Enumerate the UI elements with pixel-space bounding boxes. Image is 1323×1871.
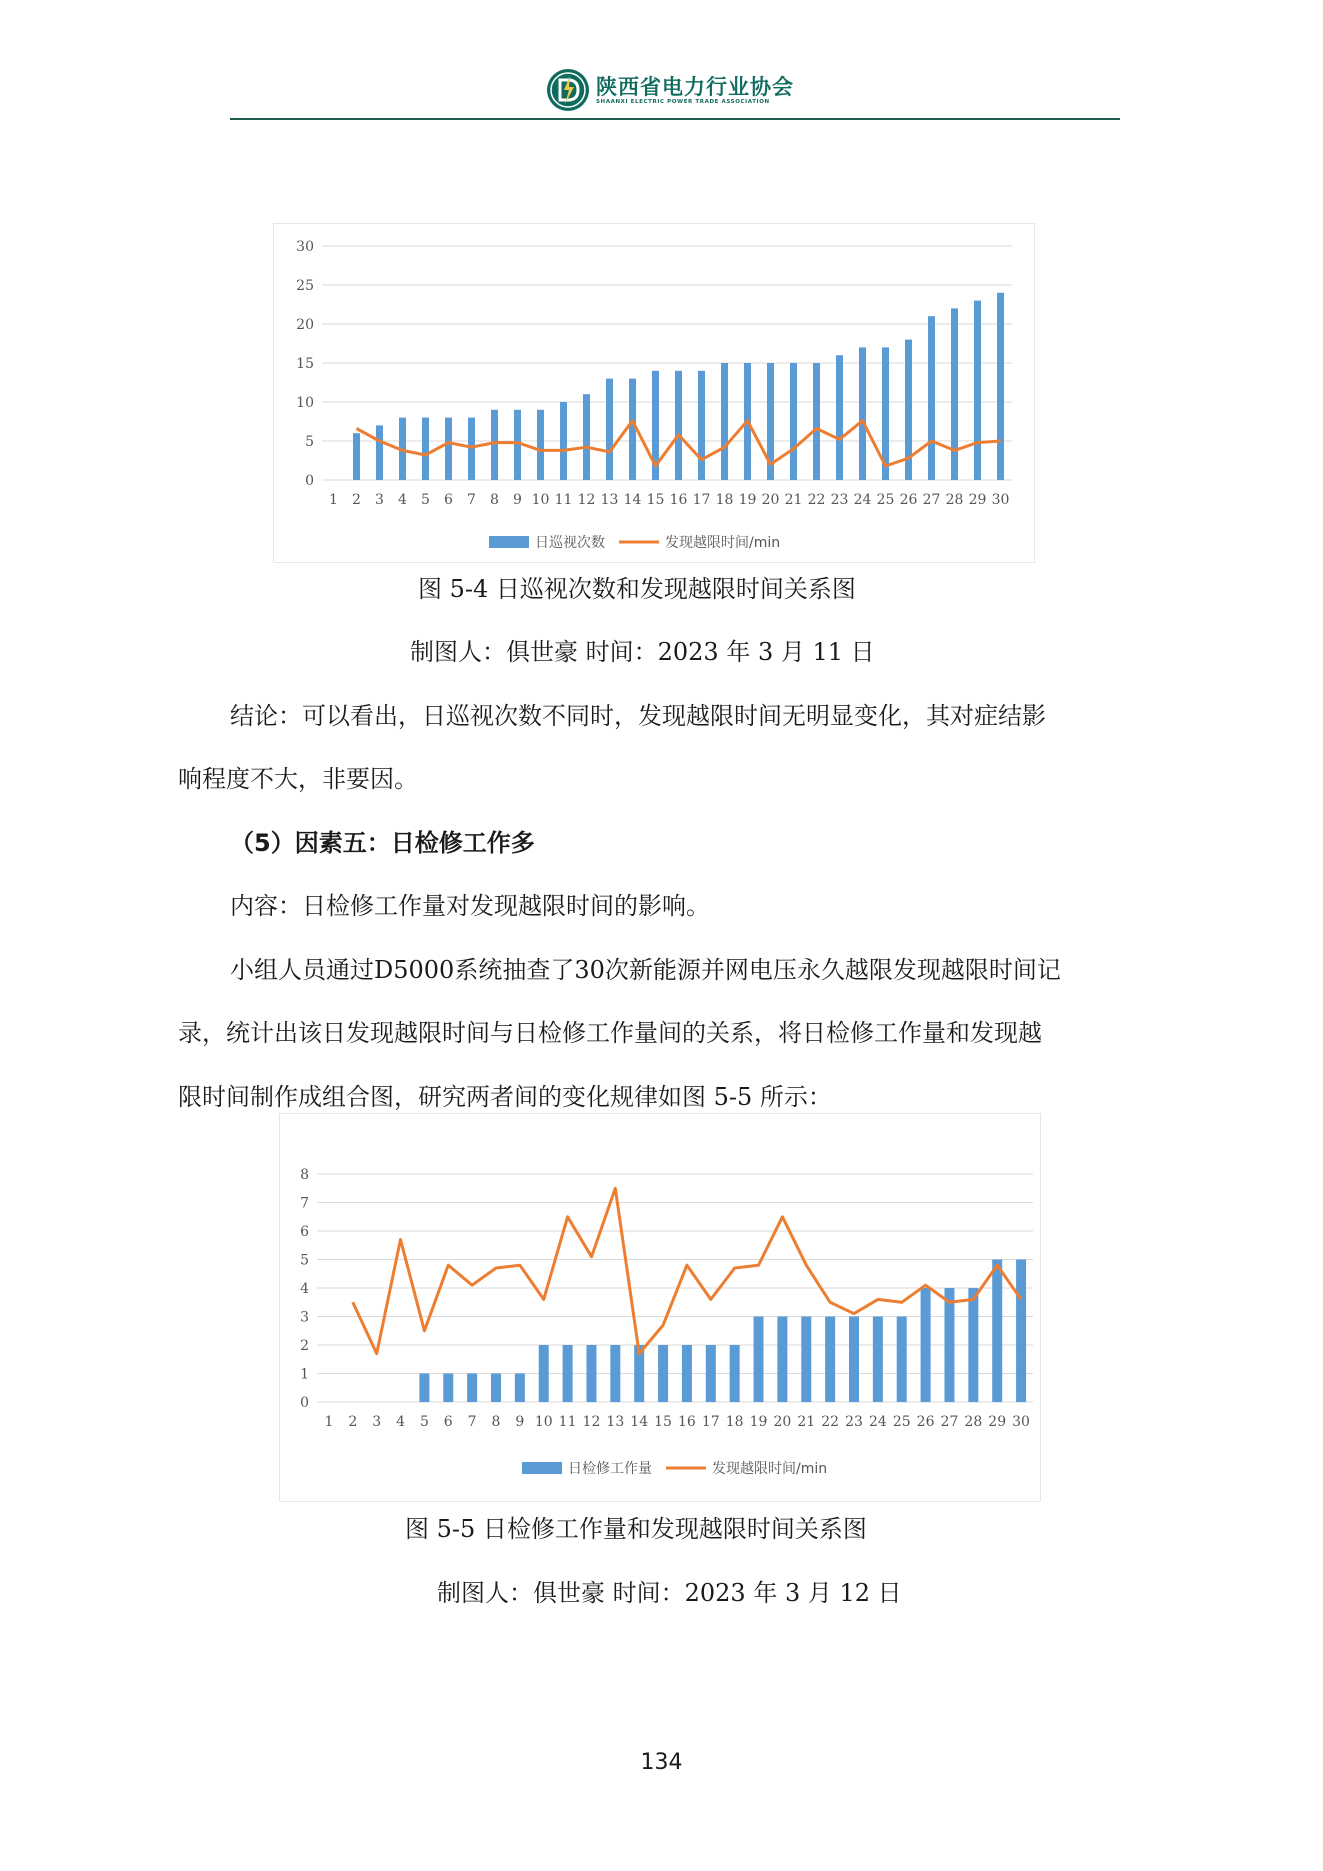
bar bbox=[859, 347, 866, 480]
paragraph-line-2: 录，统计出该日发现越限时间与日检修工作量间的关系，将日检修工作量和发现越 bbox=[178, 1019, 1042, 1047]
x-tick-label: 28 bbox=[964, 1414, 983, 1430]
bar bbox=[944, 1288, 954, 1402]
bar bbox=[992, 1260, 1002, 1403]
x-tick-label: 24 bbox=[853, 492, 872, 508]
bar bbox=[1016, 1260, 1026, 1403]
org-name-en: SHAANXI ELECTRIC POWER TRADE ASSOCIATION bbox=[596, 99, 770, 105]
factor-heading: （5）因素五：日检修工作多 bbox=[230, 829, 535, 857]
x-tick-label: 14 bbox=[630, 1414, 649, 1430]
x-tick-label: 2 bbox=[348, 1414, 358, 1430]
x-tick-label: 15 bbox=[654, 1414, 672, 1430]
x-tick-label: 24 bbox=[868, 1414, 887, 1430]
chart-figure-5-5 bbox=[279, 1113, 1041, 1502]
x-tick-label: 2 bbox=[352, 492, 361, 508]
x-tick-label: 10 bbox=[531, 492, 550, 508]
org-logo bbox=[546, 68, 794, 112]
bar bbox=[468, 418, 475, 480]
bar bbox=[491, 410, 498, 480]
org-name-cn: 陕西省电力行业协会 bbox=[596, 75, 794, 99]
x-tick-label: 17 bbox=[692, 492, 711, 508]
legend-bar-swatch bbox=[489, 536, 529, 548]
x-tick-label: 7 bbox=[467, 1414, 477, 1430]
bar bbox=[675, 371, 682, 480]
bar bbox=[658, 1345, 668, 1402]
x-tick-label: 22 bbox=[807, 492, 826, 508]
x-tick-label: 13 bbox=[600, 492, 619, 508]
y-tick-label: 8 bbox=[300, 1167, 309, 1183]
x-tick-label: 11 bbox=[554, 492, 573, 508]
page-header bbox=[230, 64, 1120, 124]
y-tick-label: 7 bbox=[300, 1195, 309, 1212]
bar bbox=[563, 1345, 573, 1402]
legend-line-label: 发现越限时间/min bbox=[665, 535, 781, 551]
bar bbox=[849, 1317, 859, 1403]
header-divider bbox=[230, 118, 1120, 120]
x-tick-label: 14 bbox=[623, 492, 642, 508]
x-tick-label: 27 bbox=[940, 1414, 959, 1430]
x-tick-label: 20 bbox=[773, 1414, 792, 1430]
x-tick-label: 21 bbox=[784, 492, 803, 508]
bar bbox=[586, 1345, 596, 1402]
x-tick-label: 11 bbox=[558, 1414, 577, 1430]
x-tick-label: 18 bbox=[725, 1414, 744, 1430]
bar bbox=[376, 425, 383, 480]
chart-svg-5-5 bbox=[280, 1114, 1040, 1501]
bar bbox=[730, 1345, 740, 1402]
x-tick-label: 9 bbox=[515, 1414, 525, 1430]
x-tick-label: 28 bbox=[945, 492, 964, 508]
x-tick-label: 6 bbox=[443, 1414, 453, 1430]
y-tick-label: 20 bbox=[296, 317, 314, 333]
y-tick-label: 0 bbox=[305, 473, 314, 489]
x-tick-label: 3 bbox=[375, 492, 384, 508]
x-tick-label: 22 bbox=[821, 1414, 840, 1430]
y-tick-label: 15 bbox=[296, 356, 314, 372]
bar bbox=[951, 308, 958, 480]
y-tick-label: 1 bbox=[300, 1366, 309, 1383]
x-tick-label: 25 bbox=[892, 1414, 911, 1430]
x-tick-label: 30 bbox=[1012, 1414, 1030, 1430]
bar bbox=[825, 1317, 835, 1403]
x-tick-label: 20 bbox=[761, 492, 780, 508]
x-tick-label: 15 bbox=[646, 492, 665, 508]
chart-svg-5-4 bbox=[274, 224, 1034, 562]
bar bbox=[698, 371, 705, 480]
x-tick-label: 26 bbox=[916, 1414, 935, 1430]
x-tick-label: 4 bbox=[398, 492, 407, 508]
y-tick-label: 5 bbox=[305, 434, 314, 450]
x-tick-label: 18 bbox=[715, 492, 734, 508]
x-tick-label: 6 bbox=[444, 492, 453, 508]
x-tick-label: 1 bbox=[324, 1414, 334, 1430]
bar bbox=[445, 418, 452, 480]
paragraph-line-1: 小组人员通过D5000系统抽查了30次新能源并网电压永久越限发现越限时间记 bbox=[230, 956, 1061, 984]
x-tick-label: 8 bbox=[491, 1414, 501, 1430]
conclusion-line-1: 结论：可以看出，日巡视次数不同时，发现越限时间无明显变化，其对症结影 bbox=[230, 702, 1046, 730]
x-tick-label: 1 bbox=[329, 492, 338, 508]
x-tick-label: 12 bbox=[577, 492, 596, 508]
bar bbox=[974, 301, 981, 480]
x-tick-label: 29 bbox=[968, 492, 987, 508]
x-tick-label: 25 bbox=[876, 492, 895, 508]
bar bbox=[968, 1288, 978, 1402]
legend-bar-swatch bbox=[522, 1462, 562, 1474]
bar bbox=[928, 316, 935, 480]
y-tick-label: 6 bbox=[300, 1224, 309, 1240]
x-tick-label: 5 bbox=[421, 492, 430, 508]
bar bbox=[997, 293, 1004, 480]
association-logo-icon bbox=[546, 68, 590, 112]
x-tick-label: 4 bbox=[396, 1414, 405, 1430]
x-tick-label: 12 bbox=[582, 1414, 601, 1430]
conclusion-line-2: 响程度不大，非要因。 bbox=[178, 765, 418, 793]
bar bbox=[921, 1288, 931, 1402]
y-tick-label: 4 bbox=[300, 1281, 309, 1297]
page-number: 134 bbox=[640, 1750, 683, 1775]
bar bbox=[539, 1345, 549, 1402]
x-tick-label: 19 bbox=[738, 492, 757, 508]
figure-5-4-caption: 图 5-4 日巡视次数和发现越限时间关系图 bbox=[418, 575, 856, 603]
y-tick-label: 30 bbox=[296, 239, 314, 255]
x-tick-label: 10 bbox=[534, 1414, 553, 1430]
bar bbox=[813, 363, 820, 480]
bar bbox=[537, 410, 544, 480]
x-tick-label: 3 bbox=[372, 1414, 382, 1430]
paragraph-line-3: 限时间制作成组合图，研究两者间的变化规律如图 5-5 所示： bbox=[178, 1083, 832, 1111]
figure-5-4-author-line: 制图人：俱世豪 时间：2023 年 3 月 11 日 bbox=[410, 638, 875, 666]
x-tick-label: 29 bbox=[988, 1414, 1007, 1430]
bar bbox=[897, 1317, 907, 1403]
legend-line-label: 发现越限时间/min bbox=[712, 1461, 828, 1477]
y-tick-label: 5 bbox=[300, 1252, 309, 1269]
bar bbox=[583, 394, 590, 480]
x-tick-label: 13 bbox=[606, 1414, 625, 1430]
figure-5-5-caption: 图 5-5 日检修工作量和发现越限时间关系图 bbox=[405, 1515, 867, 1543]
x-tick-label: 7 bbox=[467, 492, 476, 508]
bar bbox=[721, 363, 728, 480]
x-tick-label: 8 bbox=[490, 492, 499, 508]
bar bbox=[443, 1374, 453, 1403]
bar bbox=[491, 1374, 501, 1403]
x-tick-label: 5 bbox=[419, 1414, 429, 1430]
x-tick-label: 9 bbox=[513, 492, 522, 508]
bar bbox=[422, 418, 429, 480]
bar bbox=[419, 1374, 429, 1403]
figure-5-5-author-line: 制图人：俱世豪 时间：2023 年 3 月 12 日 bbox=[437, 1579, 902, 1607]
legend-bar-label: 日巡视次数 bbox=[535, 535, 605, 551]
y-tick-label: 0 bbox=[300, 1395, 309, 1411]
bar bbox=[754, 1317, 764, 1403]
bar bbox=[353, 433, 360, 480]
bar bbox=[790, 363, 797, 480]
bar bbox=[777, 1317, 787, 1403]
chart-figure-5-4 bbox=[273, 223, 1035, 563]
bar bbox=[706, 1345, 716, 1402]
y-tick-label: 10 bbox=[296, 395, 314, 411]
x-tick-label: 16 bbox=[669, 492, 688, 508]
x-tick-label: 17 bbox=[701, 1414, 720, 1430]
y-tick-label: 2 bbox=[300, 1338, 309, 1354]
bar bbox=[610, 1345, 620, 1402]
x-tick-label: 16 bbox=[678, 1414, 696, 1430]
content-line: 内容：日检修工作量对发现越限时间的影响。 bbox=[230, 892, 710, 920]
x-tick-label: 21 bbox=[797, 1414, 816, 1430]
bar bbox=[682, 1345, 692, 1402]
x-tick-label: 19 bbox=[749, 1414, 768, 1430]
bar bbox=[629, 379, 636, 480]
legend-bar-label: 日检修工作量 bbox=[568, 1461, 652, 1477]
bar bbox=[467, 1374, 477, 1403]
y-tick-label: 3 bbox=[300, 1309, 309, 1326]
bar bbox=[560, 402, 567, 480]
x-tick-label: 26 bbox=[899, 492, 918, 508]
x-tick-label: 30 bbox=[991, 492, 1010, 508]
x-tick-label: 27 bbox=[922, 492, 941, 508]
bar bbox=[836, 355, 843, 480]
x-tick-label: 23 bbox=[830, 492, 849, 508]
bar bbox=[801, 1317, 811, 1403]
bar bbox=[606, 379, 613, 480]
bar bbox=[873, 1317, 883, 1403]
y-tick-label: 25 bbox=[296, 278, 314, 294]
x-tick-label: 23 bbox=[845, 1414, 863, 1430]
bar bbox=[515, 1374, 525, 1403]
